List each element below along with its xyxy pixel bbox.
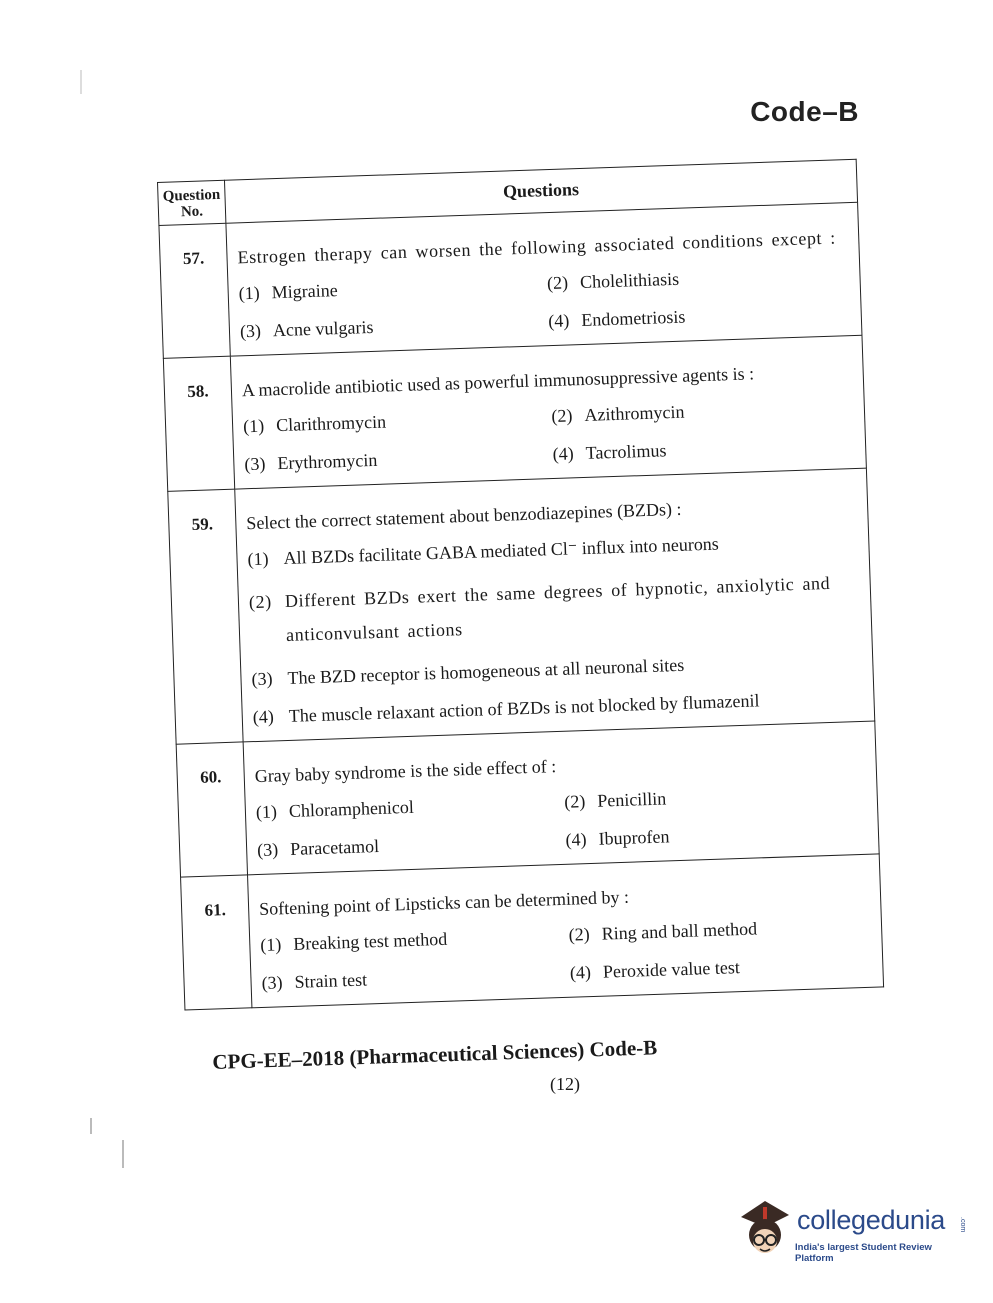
option-4: (4) Endometriosis (547, 306, 686, 332)
brand-tagline: India's largest Student Review Platform (795, 1242, 932, 1264)
option-4: (4) Tacrolimus (552, 440, 667, 465)
option-2: (2) Penicillin (563, 788, 667, 812)
option-2: (2) Ring and ball method (568, 918, 758, 945)
scan-mark (80, 70, 82, 94)
option-grid (256, 780, 875, 862)
option-1: (1) Migraine (238, 280, 338, 304)
option-grid (243, 394, 862, 476)
brand-name: collegedunia (797, 1205, 946, 1235)
question-row (159, 202, 862, 358)
option-3: (3) Erythromycin (244, 449, 378, 475)
question-row (168, 468, 875, 744)
question-body (243, 721, 879, 875)
question-stem: Estrogen therapy can worsen the following associated conditions except : (237, 227, 837, 268)
collegedunia-watermark (735, 1195, 965, 1265)
mascot-icon (735, 1195, 795, 1265)
page-number: (12) (550, 1074, 580, 1094)
option-4: (4) Peroxide value test (569, 957, 741, 983)
question-number: 57. (159, 223, 230, 358)
column-header-question-no: Question No. (158, 180, 226, 225)
question-number: 60. (176, 742, 247, 877)
question-number: 58. (163, 356, 234, 491)
option-4: (4) The muscle relaxant action of BZDs is not blocked by flumazenil (252, 690, 760, 728)
brand-domain: .com (959, 1217, 966, 1233)
question-table (157, 159, 884, 1011)
option-2: (2) Cholelithiasis (546, 268, 680, 294)
question-stem: A macrolide antibiotic used as powerful immunosuppressive agents is : (241, 363, 755, 401)
question-number: 61. (181, 875, 252, 1010)
option-4: (4) Ibuprofen (565, 826, 670, 850)
option-grid (260, 913, 879, 995)
option-1: (1) All BZDs facilitate GABA mediated Cl⁻ influx into neurons (247, 533, 720, 570)
option-3: (3) The BZD receptor is homogeneous at all neuronal sites (251, 654, 685, 690)
option-1: (1) Chloramphenicol (255, 796, 415, 823)
option-1: (1) Clarithromycin (242, 411, 387, 437)
question-number: 59. (168, 489, 243, 744)
column-header-questions: Questions (224, 159, 857, 223)
question-body (235, 468, 875, 742)
option-2: (2) Different BZDs exert the same degrees of hypnotic, anxiolytic and anticonvulsant actions (248, 572, 831, 645)
option-2: (2) Azithromycin (551, 401, 685, 427)
question-stem: Select the correct statement about benzodiazepines (BZDs) : (246, 498, 682, 534)
question-body (230, 335, 866, 489)
footer-title: CPG-EE–2018 (Pharmaceutical Sciences) Code-B (212, 1035, 658, 1074)
question-row (181, 854, 884, 1010)
option-3: (3) Acne vulgaris (239, 316, 374, 342)
option-grid (238, 261, 857, 343)
question-body (226, 202, 862, 356)
question-stem: Gray baby syndrome is the side effect of : (254, 756, 557, 787)
question-stem: Softening point of Lipsticks can be determined by : (258, 886, 630, 920)
option-3: (3) Paracetamol (256, 836, 380, 861)
question-row (163, 335, 866, 491)
scan-mark (90, 1118, 92, 1134)
question-sheet (157, 159, 884, 1011)
option-3: (3) Strain test (261, 969, 368, 993)
question-row (176, 721, 879, 877)
scan-mark (122, 1140, 124, 1168)
question-body (248, 854, 884, 1008)
code-label: Code–B (750, 96, 859, 127)
option-1: (1) Breaking test method (260, 928, 448, 955)
